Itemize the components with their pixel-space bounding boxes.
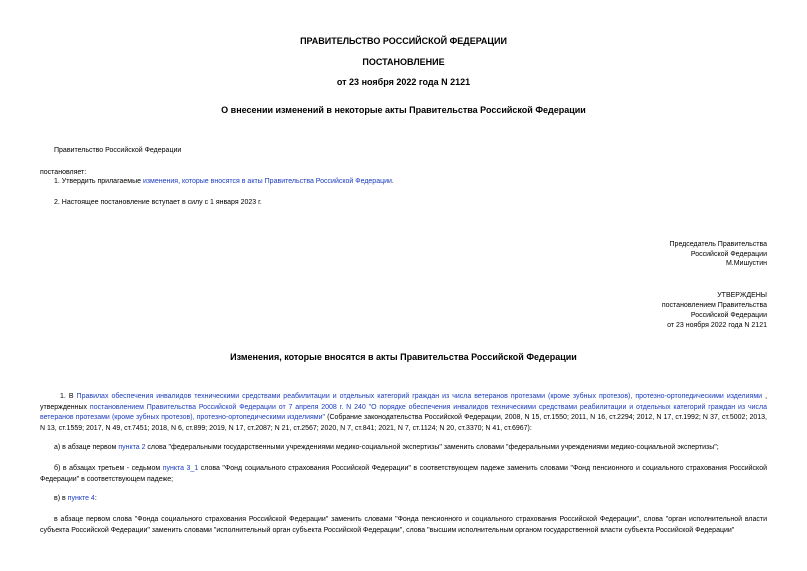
approval-heading: УТВЕРЖДЕНЫ [717, 292, 767, 299]
preamble-subject: Правительство Российской Федерации [54, 147, 182, 154]
point-2-link[interactable]: пункта 2 [118, 444, 146, 451]
item-2: 2. Настоящее постановление вступает в силу с 1 января 2023 г. [54, 199, 262, 206]
government-heading: ПРАВИТЕЛЬСТВО РОССИЙСКОЙ ФЕДЕРАЦИИ [300, 36, 507, 46]
paragraph-a [40, 443, 767, 454]
rules-link[interactable]: Правилах обеспечения инвалидов техническими средствами реабилитации и отдельных категорий граждан из числа ветеранов протезами (кроме зубных протезов), протезно-ортопедическими изделиями [76, 393, 763, 400]
approval-line-2: постановлением Правительства [661, 302, 767, 309]
paragraph-1-number: 1. В [60, 393, 77, 400]
item-1-prefix: 1. Утвердить прилагаемые [54, 178, 143, 185]
decree-240-link[interactable]: постановлением Правительства Российской Федерации от 7 апреля 2008 г. N 240 "О порядке обеспечения инвалидов техническими средствами реабилитации и отдельных категорий граждан из числа ветеранов протезами (кроме зубных протезов), протезно-ортопедическими изделиями" [40, 403, 767, 421]
document-date-number: от 23 ноября 2022 года N 2121 [336, 77, 471, 87]
approval-line-3: Российской Федерации [690, 312, 767, 319]
paragraph-c-text-1: в) в [54, 495, 68, 502]
document-title: О внесении изменений в некоторые акты Правительства Российской Федерации [221, 105, 586, 115]
item-1-suffix: . [391, 178, 394, 185]
item-1 [54, 177, 394, 187]
point-3-1-link[interactable]: пункта 3_1 [162, 465, 199, 472]
changes-title: Изменения, которые вносятся в акты Правительства Российской Федерации [230, 352, 577, 362]
signature-name: М.Мишустин [725, 260, 767, 267]
paragraph-a-text-2: слова "федеральными государственными учреждениями медико-социальной экспертизы" заменить словами "федеральными учреждениями медико-социальной экспертизы"; [145, 444, 719, 451]
document-type: ПОСТАНОВЛЕНИЕ [362, 57, 445, 67]
approval-date-number: от 23 ноября 2022 года N 2121 [667, 322, 767, 329]
changes-link[interactable]: изменения, которые вносятся в акты Правительства Российской Федерации [142, 178, 392, 185]
paragraph-b [40, 464, 767, 485]
preamble-resolves: постановляет: [40, 169, 87, 176]
signature-body: Российской Федерации [690, 251, 767, 258]
paragraph-1 [40, 392, 767, 434]
paragraph-1-text-2: (Собрание законодательства Российской Федерации, 2008, N 15, ст.1550; 2011, N 16, ст.2294; 2012, N 17, ст.1992; N 37, ст.5002; 2013, N 13, ст.1559; 2017, N 49, ст.7451; 2018, N 6, ст.899; 2019, N 17, ст.2087; N 21, ст.2567; 2020, N 7, ст.841; 2021, N 7, ст.1124; N 20, ст.3370; N 41, ст.6967): [40, 414, 767, 432]
point-4-link[interactable]: пункте 4 [67, 495, 95, 502]
paragraph-c-text-2: : [94, 495, 97, 502]
paragraph-a-text-1: а) в абзаце первом [54, 444, 119, 451]
paragraph-d: в абзаце первом слова "Фонда социального страхования Российской Федерации" заменить словами "Фонда пенсионного и социального страхования Российской Федерации", слова "орган исполнительной власти субъекта Российской Федерации" заменить словами "исполнительный орган субъекта Российской Федерации", слова "высшим исполнительным органом государственной власти субъекта Российской Федерации" [40, 516, 767, 534]
paragraph-1-text-1: , утвержденных [40, 393, 768, 411]
paragraph-b-text-2: слова "Фонд социального страхования Российской Федерации" в соответствующем падеже заменить словами "Фонд пенсионного и социального страхования Российской Федерации" в соответствующем падеже; [40, 465, 767, 483]
paragraph-c [40, 494, 767, 505]
signature-position: Председатель Правительства [669, 241, 767, 248]
paragraph-b-text-1: б) в абзацах третьем - седьмом [54, 465, 163, 472]
